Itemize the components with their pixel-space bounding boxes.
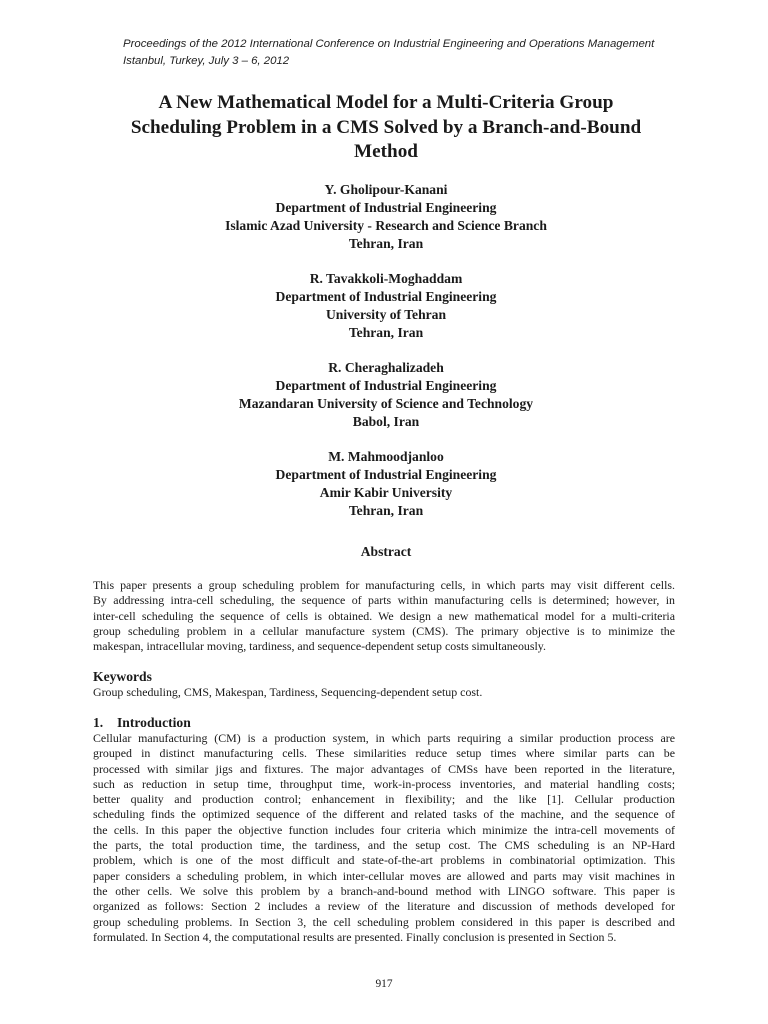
introduction-heading — [93, 714, 191, 732]
introduction-line: group scheduling problems. In Section 3, the cell scheduling problem considered in this paper is described and — [93, 914, 675, 929]
keywords-body — [93, 685, 675, 700]
author-institution: Mazandaran University of Science and Technology — [238, 396, 534, 411]
abstract-line: inter-cell scheduling the sequence of cells is obtained. We design a new mathematical model for a multi-criteria — [93, 608, 675, 623]
author-department: Department of Industrial Engineering — [275, 289, 497, 304]
author-department: Department of Industrial Engineering — [275, 378, 497, 393]
abstract-body — [93, 578, 675, 654]
introduction-body — [93, 731, 675, 945]
section-number: 1. — [93, 715, 104, 730]
author-institution: University of Tehran — [325, 307, 447, 322]
proceedings-line-2: Istanbul, Turkey, July 3 – 6, 2012 — [123, 55, 290, 67]
author-block — [60, 270, 712, 342]
introduction-line: such as reduction in setup time, throughput time, work-in-process inventories, and material handling costs; — [93, 776, 675, 791]
proceedings-header — [123, 36, 723, 70]
author-name: R. Cheraghalizadeh — [328, 360, 444, 375]
author-block — [60, 448, 712, 520]
author-location: Babol, Iran — [352, 414, 420, 429]
introduction-line: the parts, the total production time, the tardiness, and the setup cost. The CMS scheduling is an NP-Hard — [93, 838, 675, 853]
author-location: Tehran, Iran — [348, 325, 424, 340]
introduction-line: formulated. In Section 4, the computational results are presented. Finally conclusion is presented in Section 5. — [93, 929, 617, 944]
title-line: A New Mathematical Model for a Multi-Criteria Group — [158, 92, 614, 113]
author-institution: Islamic Azad University - Research and Science Branch — [225, 218, 547, 233]
keywords-text: Group scheduling, CMS, Makespan, Tardiness, Sequencing-dependent setup cost. — [93, 685, 483, 699]
abstract-line: This paper presents a group scheduling problem for manufacturing cells, in which parts may visit different cells. — [93, 578, 675, 592]
abstract-line: By addressing intra-cell scheduling, the sequence of parts within manufacturing cells is determined; however, in — [93, 593, 675, 608]
author-location: Tehran, Iran — [348, 503, 424, 518]
proceedings-line-1: Proceedings of the 2012 International Conference on Industrial Engineering and Operations Management — [123, 38, 655, 50]
page-number: 917 — [375, 978, 393, 990]
introduction-line: grouped in distinct manufacturing cells. These similarities reduce setup times where similar parts can be — [93, 746, 675, 761]
author-department: Department of Industrial Engineering — [275, 467, 497, 482]
introduction-line: better quality and production control; enhancement in flexibility; and the like [1]. Cellular production — [93, 792, 675, 807]
author-location: Tehran, Iran — [348, 236, 424, 251]
paper-title — [60, 91, 712, 165]
author-name: M. Mahmoodjanloo — [328, 449, 444, 464]
abstract-line: makespan, intracellular moving, tardiness, and sequence-dependent setup costs simultaneously. — [93, 639, 546, 654]
title-line: Method — [354, 141, 418, 162]
keywords-heading: Keywords — [93, 669, 152, 684]
author-block — [60, 359, 712, 431]
abstract-line: group scheduling problem in a cellular manufacture system (CMS). The primary objective is to minimize the — [93, 623, 675, 638]
author-block — [60, 181, 712, 253]
author-name: Y. Gholipour-Kanani — [324, 182, 448, 197]
introduction-line: paper considers a scheduling problem, in which inter-cellular moves are allowed and parts may visit machines in — [93, 868, 675, 883]
abstract-heading: Abstract — [360, 544, 412, 559]
introduction-line: the cells. In this paper the objective function includes four criteria which minimize the intra-cell movements of — [93, 822, 675, 837]
author-list — [60, 181, 712, 537]
author-institution: Amir Kabir University — [319, 485, 453, 500]
title-line: Scheduling Problem in a CMS Solved by a Branch-and-Bound — [130, 116, 642, 138]
introduction-line: organized as follows: Section 2 includes a review of the literature and discussion of methods developed for — [93, 899, 675, 914]
introduction-line: the other cells. We solve this problem by a branch-and-bound method with LINGO software. This paper is — [93, 883, 675, 898]
introduction-line: processed with similar jigs and fixtures. The major advantages of CMSs have been reported in the literature, — [93, 761, 675, 776]
introduction-line: Cellular manufacturing (CM) is a production system, in which parts requiring a similar production process are — [93, 731, 675, 745]
section-title: Introduction — [117, 715, 191, 730]
introduction-line: scheduling finds the optimized sequence of the different and related tasks of the machine, and the sequence of — [93, 807, 675, 822]
author-name: R. Tavakkoli-Moghaddam — [309, 271, 463, 286]
author-department: Department of Industrial Engineering — [275, 200, 497, 215]
introduction-line: problem, which is one of the most difficult and state-of-the-art problems in combinatorial optimization. This — [93, 853, 675, 868]
